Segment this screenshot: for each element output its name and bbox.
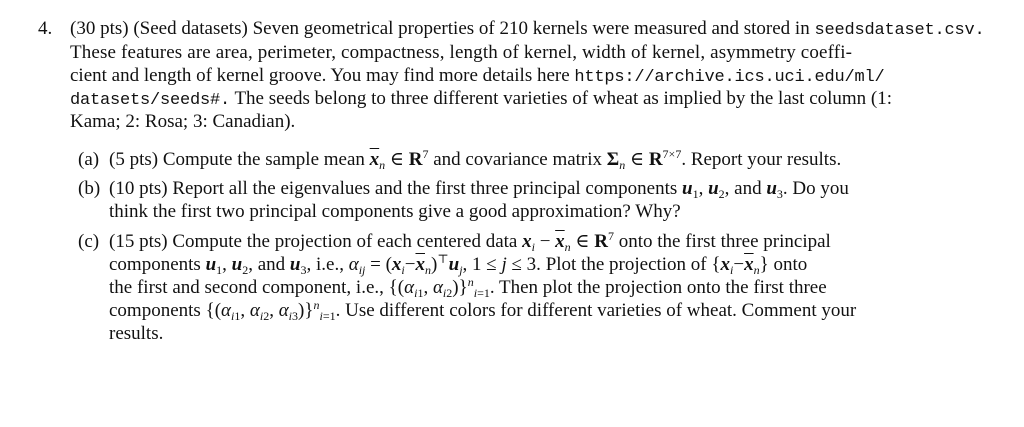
part-a-text-3: . Report your results. [681, 149, 842, 170]
dataset-url-part-2: datasets/seeds#. [70, 91, 231, 110]
part-a-label: (a) [78, 149, 100, 170]
part-c-text-3b: Then plot the projection onto the first three [499, 277, 827, 298]
problem-line-4 [70, 87, 892, 112]
problem-line-1 [70, 17, 984, 42]
dataset-url-part-1: https://archive.ics.uci.edu/ml/ [574, 68, 885, 87]
part-c-line-4: components {($\alpha_{i1}$, $\alpha_{i2}$, $\alpha_{i3})\}^n_{i=1}$. Use different colors for different varieties of wheat. Comment your [109, 298, 857, 323]
part-c-text-3a: the first and second component, i.e., [109, 277, 384, 298]
part-b-line-1: (10 pts) Report all the eigenvalues and the first three principal components $u_1$, $u_2$, and $u_3$. Do you [109, 178, 849, 201]
problem-line-4-text: The seeds belong to three different varieties of wheat as implied by the last column (1: [234, 88, 893, 109]
part-b-text-1: (10 pts) Report all the eigenvalues and the first three principal components [109, 178, 678, 199]
part-c-text-4a: components [109, 300, 201, 321]
problem-number: 4. [38, 18, 53, 39]
part-c-line-1: (15 pts) Compute the projection of each centered data $x_i - \overline{x}_n$ ∈ $R^7$ onto the first three principal [109, 229, 831, 254]
problem-intro: Seven geometrical properties of 210 kernels were measured and stored in [252, 18, 810, 39]
problem-line-5: Kama; 2: Rosa; 3: Canadian). [70, 111, 296, 132]
part-b-text-1-end: . Do you [782, 178, 849, 199]
part-a-text-2: and covariance matrix [433, 149, 603, 170]
part-c-text-4b: Use different colors for different varieties of wheat. Comment your [345, 300, 857, 321]
problem-line-2: These features are area, perimeter, compactness, length of kernel, width of kernel, asymmetry coeffi- [70, 42, 853, 63]
part-c-line-3: the first and second component, i.e., {($\alpha_{i1}$, $\alpha_{i2})\}^n_{i=1}$. Then plot the projection onto the first three [109, 275, 827, 300]
sample-mean-symbol: $\overline{x}$ [369, 149, 380, 170]
part-b-label: (b) [78, 178, 101, 199]
part-c-text-2d: onto [773, 254, 808, 275]
covariance-symbol: Σ [606, 149, 620, 170]
part-c-text-1a: (15 pts) Compute the projection of each centered data [109, 231, 518, 252]
problem-tag: (Seed datasets) [133, 18, 248, 39]
part-c-label: (c) [78, 231, 100, 252]
part-c-line-2: components $u_1$, $u_2$, and $u_3$, i.e., $\alpha_{ij} = (x_i-\overline{x}_n)^⊤u_j$, 1 ≤ j ≤ 3. Plot the projection of $\{x_i-\overline{x}_n\}$ onto [109, 252, 808, 277]
problem-points: (30 pts) [70, 18, 129, 39]
part-a-line-1: (5 pts) Compute the sample mean $\overline{x}_n$ ∈ $R^7$ and covariance matrix $\Sigma_n$ ∈ $R^{7\times 7}$. Report your results. [109, 147, 842, 172]
part-b-line-2: think the first two principal components give a good approximation? Why? [109, 201, 681, 222]
part-c-line-5: results. [109, 323, 164, 344]
dataset-filename: seedsdataset.csv. [814, 21, 985, 40]
part-c-text-1b: onto the first three principal [618, 231, 831, 252]
problem-line-3-text: cient and length of kernel groove. You may find more details here [70, 65, 570, 86]
problem-line-3 [70, 64, 884, 89]
part-a-text-1: (5 pts) Compute the sample mean [109, 149, 365, 170]
part-c-text-2c: Plot the projection of [545, 254, 707, 275]
part-c-text-2a: components [109, 254, 201, 275]
part-c-text-2b: i.e., [316, 254, 344, 275]
